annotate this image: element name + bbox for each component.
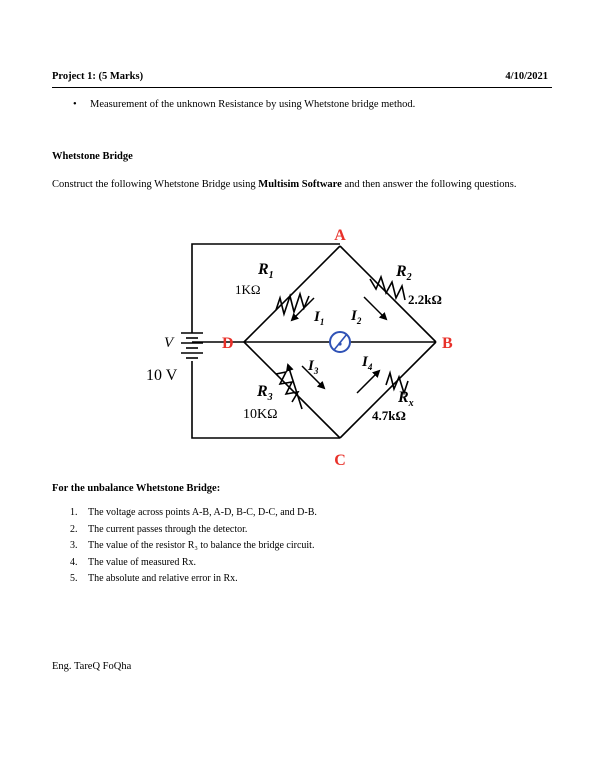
r2-label: [395, 263, 412, 283]
instruction-after: and then answer the following questions.: [341, 179, 517, 190]
source-value: 10 V: [146, 367, 178, 384]
i2-subscript: 2: [356, 316, 362, 326]
i2-letter: I: [351, 308, 357, 324]
instruction-before: Construct the following Whetstone Bridge using: [52, 179, 259, 190]
i2-label: [350, 308, 362, 326]
question-text: The current passes through the detector.: [88, 523, 248, 535]
question-text: The voltage across points A-B, A-D, B-C, D-C, and D-B.: [88, 507, 317, 518]
questions-list: [70, 505, 317, 588]
list-item: [70, 505, 317, 522]
r3-subscript: 3: [267, 392, 273, 403]
i4-label: [361, 354, 373, 372]
bullet-icon: •: [73, 99, 77, 110]
project-header: Project 1: (5 Marks): [52, 71, 144, 82]
r1-letter: R: [258, 261, 269, 278]
node-a-label: A: [334, 227, 346, 244]
list-item: [70, 555, 317, 572]
r3-label: [256, 383, 273, 403]
question-number: 3.: [70, 540, 78, 551]
instruction-software: Multisim Software: [258, 179, 342, 190]
r2-subscript: 2: [406, 272, 412, 283]
r3-value: 10KΩ: [243, 407, 278, 422]
rx-label: [397, 389, 414, 409]
question-text: The value of measured Rx.: [88, 556, 197, 568]
source-symbol: V: [164, 335, 174, 351]
i1-label: [313, 309, 324, 327]
rx-letter: R: [398, 389, 409, 406]
current-i2-arrow: [364, 297, 386, 319]
r3-letter: R: [257, 383, 268, 400]
i4-subscript: 4: [367, 362, 373, 372]
rx-subscript: x: [408, 398, 414, 409]
r2-value: 2.2kΩ: [408, 292, 442, 307]
r2-letter: R: [396, 263, 407, 280]
document-date: 4/10/2021: [505, 71, 548, 82]
i3-subscript: 3: [313, 366, 319, 376]
i3-letter: I: [308, 358, 314, 374]
r1-value: 1KΩ: [235, 282, 261, 297]
current-i4-arrow: [357, 371, 379, 393]
branch-rx: [340, 342, 436, 438]
question-number: 4.: [70, 556, 78, 568]
resistor-r1-icon: [276, 294, 309, 314]
i3-label: [307, 358, 319, 376]
node-b-label: B: [442, 335, 453, 352]
node-d-label: D: [222, 335, 234, 352]
node-c-label: C: [334, 452, 346, 469]
question-number: 5.: [70, 573, 78, 584]
question-text: The value of the resistor R₃ to balance the bridge circuit.: [88, 540, 315, 551]
section-title: Whetstone Bridge: [52, 151, 133, 162]
question-number: 1.: [70, 507, 78, 518]
list-item: [70, 571, 317, 588]
author-signature: Eng. TareQ FoQha: [52, 661, 132, 672]
list-item: [70, 538, 317, 555]
question-number: 2.: [70, 523, 78, 535]
objective-text: Measurement of the unknown Resistance by using Whetstone bridge method.: [90, 99, 416, 110]
list-item: [70, 522, 317, 539]
question-text: The absolute and relative error in Rx.: [88, 573, 238, 584]
i4-letter: I: [362, 354, 368, 370]
r1-label: [257, 261, 274, 281]
i1-subscript: 1: [319, 317, 325, 327]
battery-icon: [181, 333, 203, 358]
r1-subscript: 1: [268, 270, 274, 281]
questions-title: For the unbalance Whetstone Bridge:: [52, 483, 221, 494]
i1-letter: I: [314, 309, 320, 325]
galvanometer-pivot-icon: [338, 342, 341, 345]
rx-value: 4.7kΩ: [372, 408, 406, 423]
